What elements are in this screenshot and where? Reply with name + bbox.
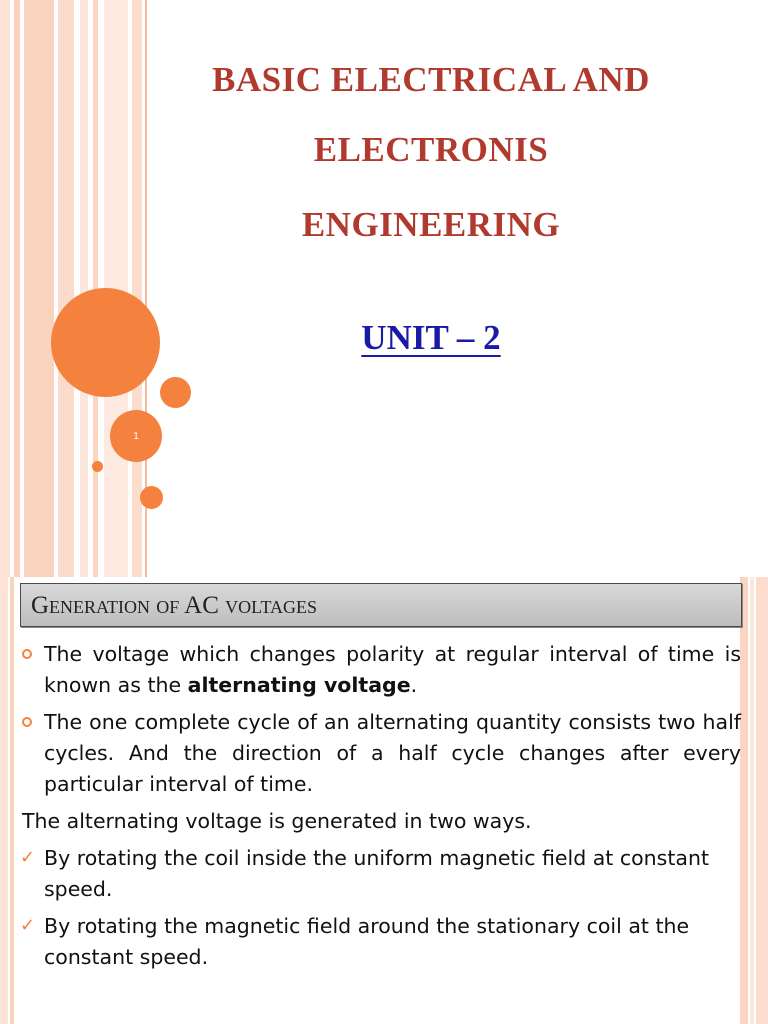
decor-circle-small — [140, 486, 163, 509]
decor-stripe — [58, 0, 74, 577]
decor-stripe — [14, 0, 20, 577]
checkmark-icon: ✓ — [20, 847, 36, 868]
section-heading: Generation of AC voltages — [31, 592, 318, 619]
unit-heading — [150, 318, 712, 358]
section-heading-box — [20, 583, 742, 627]
decor-stripe — [740, 577, 748, 1024]
intro-line: The alternating voltage is generated in two ways. — [22, 809, 532, 833]
slide-title-line-3: ENGINEERING — [301, 205, 561, 244]
checkmark-icon: ✓ — [20, 915, 36, 936]
decor-stripe — [0, 0, 10, 577]
decor-stripe — [80, 0, 88, 577]
bullet-1-text: The voltage which changes polarity at regular interval of time is known as the — [44, 642, 741, 697]
decor-stripe — [0, 577, 8, 1024]
bullet-paragraph-2: The one complete cycle of an alternating quantity consists two half cycles. And the direction of a half cycle changes after every particular interval of time. — [44, 710, 741, 796]
decor-circle-small — [160, 377, 191, 408]
slide-title-line-2: ELECTRONIS — [313, 130, 549, 169]
decor-stripe — [10, 577, 14, 1024]
decor-stripe — [756, 577, 768, 1024]
decor-stripe — [132, 0, 142, 577]
check-item-2: By rotating the magnetic field around the stationary coil at the constant speed. — [44, 914, 690, 969]
decor-stripe — [24, 0, 54, 577]
circle-bullet-icon — [22, 717, 32, 727]
circle-bullet-icon — [22, 649, 32, 659]
page-number-badge: 1 — [110, 410, 162, 462]
decor-stripe — [750, 577, 754, 1024]
bullet-1-bold-term: alternating voltage — [187, 673, 411, 697]
slide-title-line-1: BASIC ELECTRICAL AND — [212, 60, 650, 99]
check-item-1: By rotating the coil inside the uniform magnetic field at constant speed. — [44, 846, 709, 901]
content-slide — [0, 577, 768, 1024]
decor-circle-large — [51, 288, 160, 397]
bullet-1-end: . — [410, 673, 418, 697]
unit-label: UNIT – 2 — [361, 318, 501, 357]
decor-circle-dot — [92, 461, 103, 472]
bullet-paragraph-1 — [44, 639, 741, 701]
